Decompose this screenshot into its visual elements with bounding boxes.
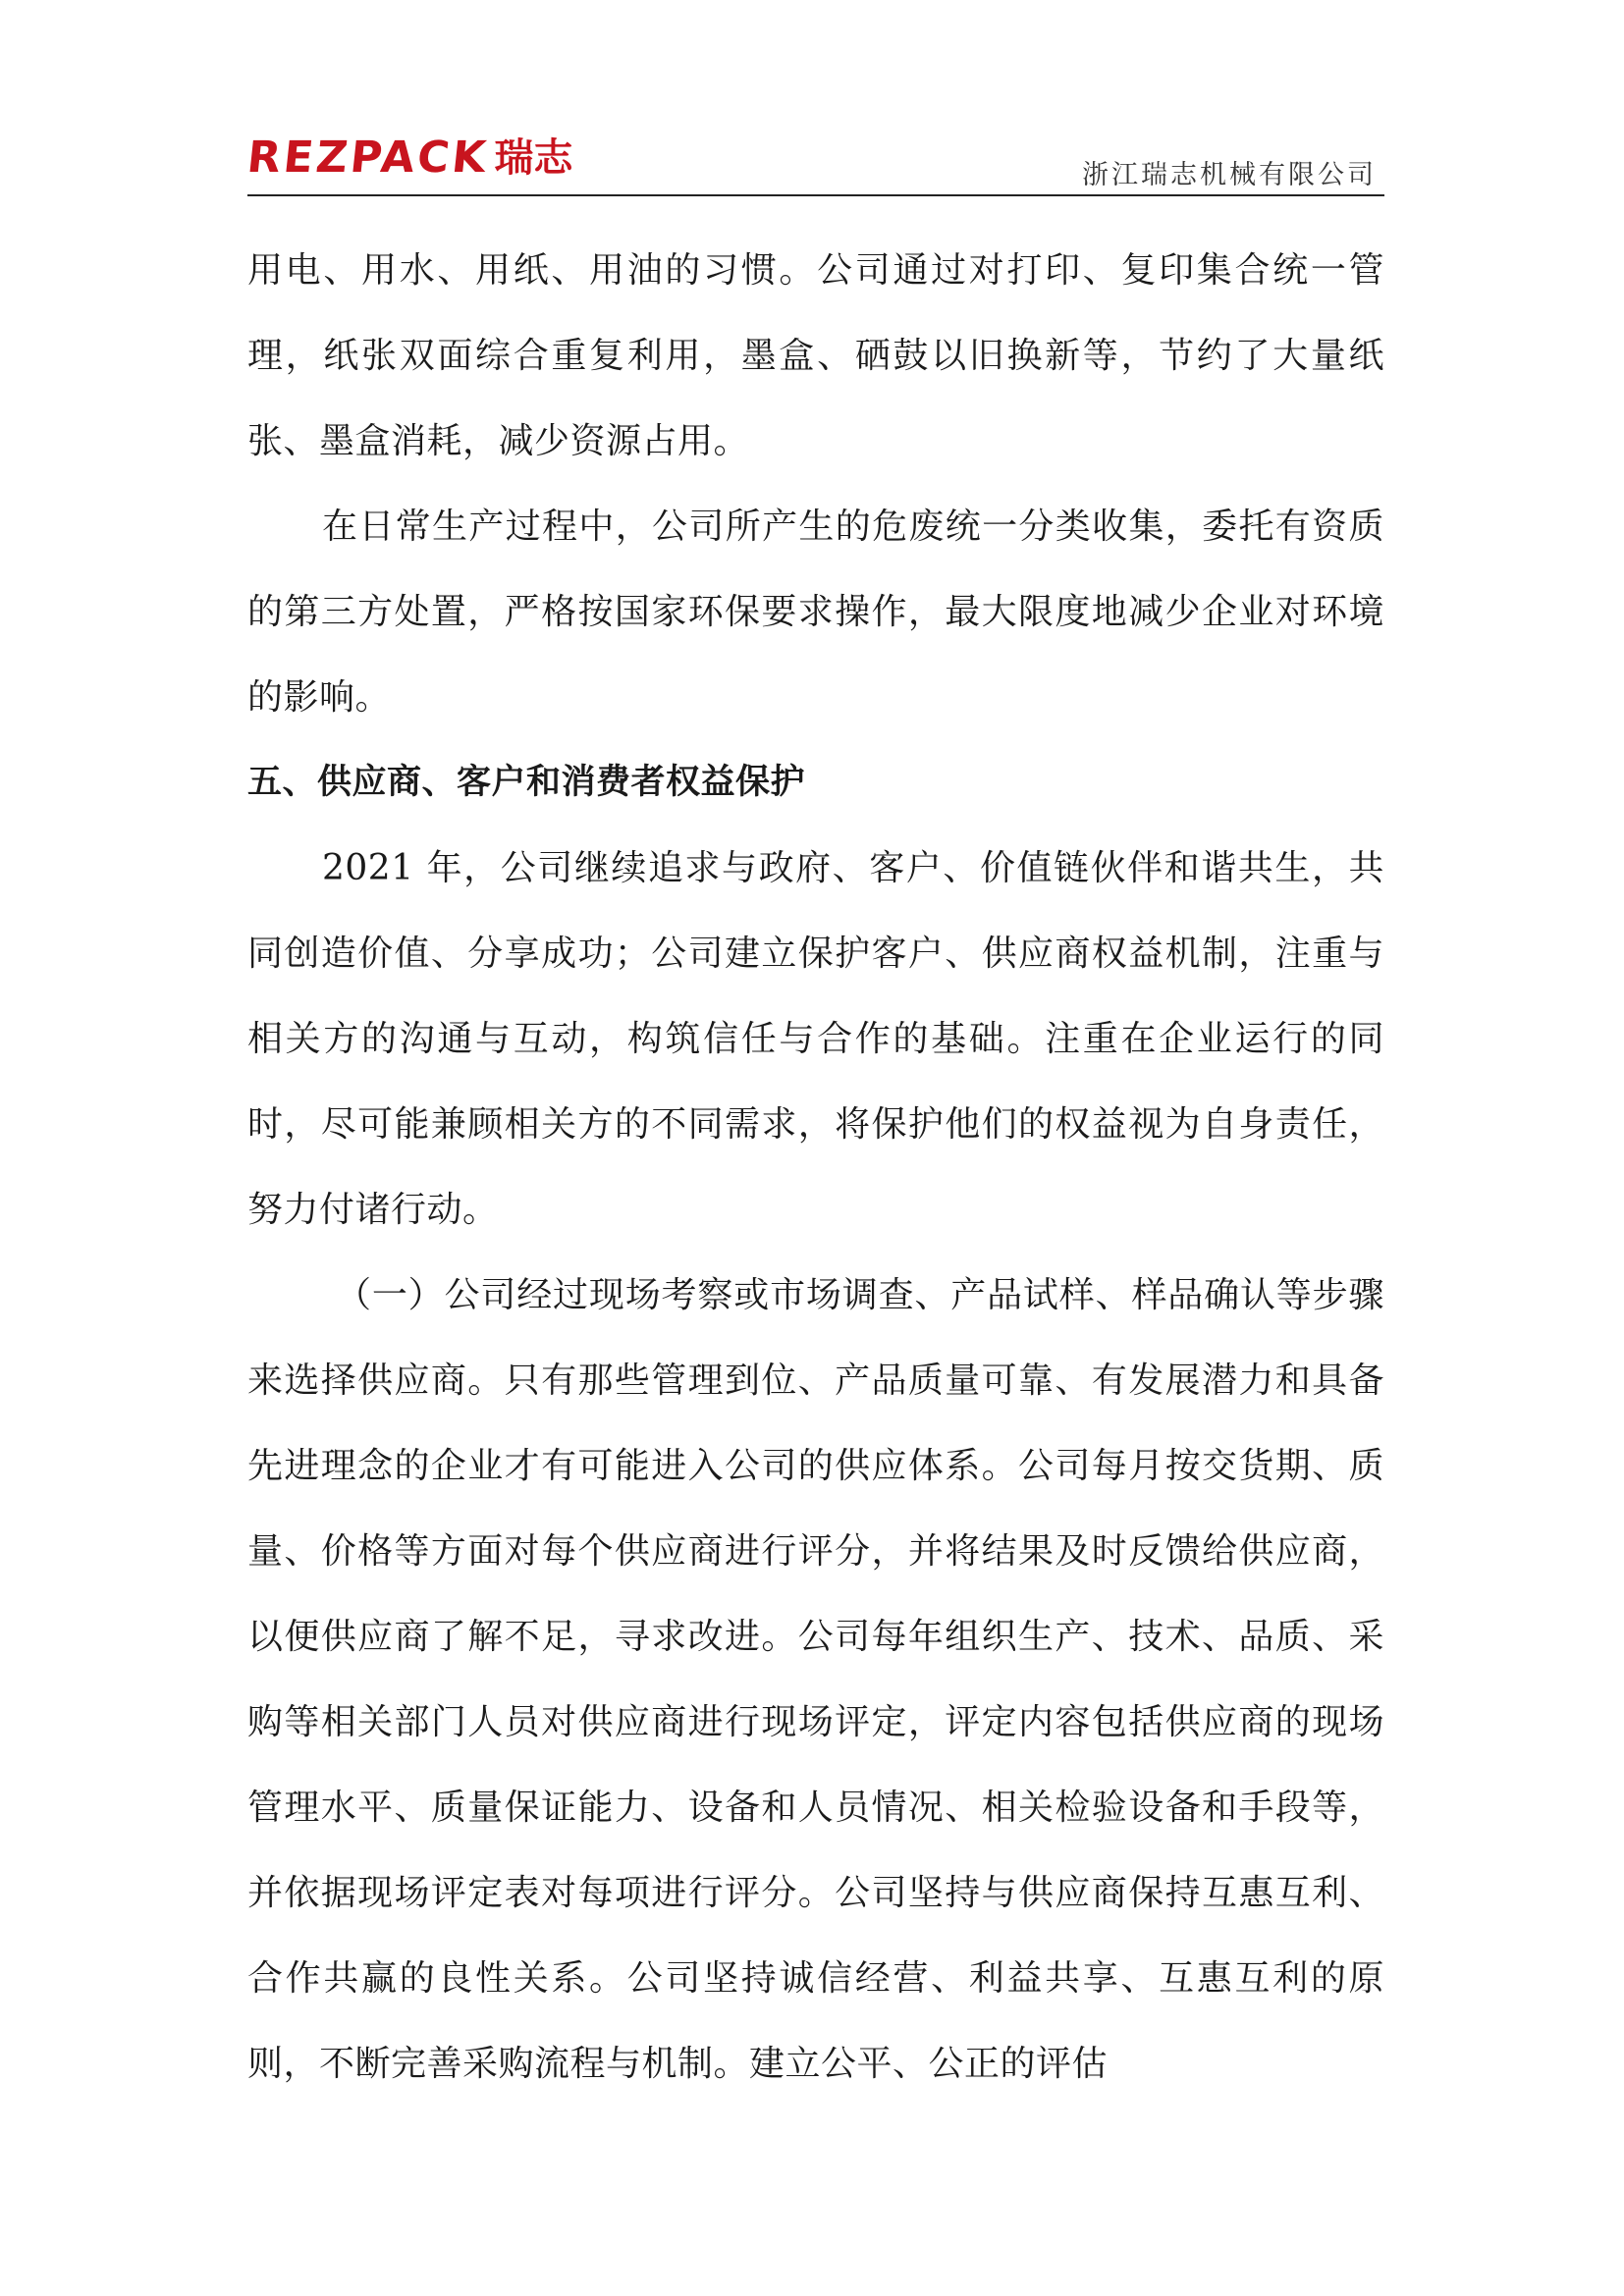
company-name: 浙江瑞志机械有限公司	[1082, 160, 1377, 190]
logo-chinese-name: 瑞志	[494, 135, 573, 181]
document-body	[247, 228, 1384, 2107]
paragraph-stakeholders: 2021 年，公司继续追求与政府、客户、价值链伙伴和谐共生，共同创造价值、分享成功；公司建立保护客户、供应商权益机制，注重与相关方的沟通与互动，构筑信任与合作的基础。注重在企业运行的同时，尽可能兼顾相关方的不同需求，将保护他们的权益视为自身责任，努力付诸行动。	[247, 848, 1384, 1230]
section-heading: 五、供应商、客户和消费者权益保护	[247, 763, 806, 802]
header-divider	[247, 194, 1384, 196]
page-header	[244, 133, 1384, 194]
company-logo	[244, 133, 573, 183]
paragraph-hazardous-waste: 在日常生产过程中，公司所产生的危废统一分类收集，委托有资质的第三方处置，严格按国家环保要求操作，最大限度地减少企业对环境的影响。	[247, 507, 1384, 718]
logo-wordmark: REZPACK	[244, 133, 492, 183]
paragraph-continued: 用电、用水、用纸、用油的习惯。公司通过对打印、复印集合统一管理，纸张双面综合重复利用，墨盒、硒鼓以旧换新等，节约了大量纸张、墨盒消耗，减少资源占用。	[247, 250, 1384, 461]
paragraph-supplier-selection: （一）公司经过现场考察或市场调查、产品试样、样品确认等步骤来选择供应商。只有那些管理到位、产品质量可靠、有发展潜力和具备先进理念的企业才有可能进入公司的供应体系。公司每月按交货期、质量、价格等方面对每个供应商进行评分，并将结果及时反馈给供应商，以便供应商了解不足，寻求改进。公司每年组织生产、技术、品质、采购等相关部门人员对供应商进行现场评定，评定内容包括供应商的现场管理水平、质量保证能力、设备和人员情况、相关检验设备和手段等，并依据现场评定表对每项进行评分。公司坚持与供应商保持互惠互利、合作共赢的良性关系。公司坚持诚信经营、利益共享、互惠互利的原则，不断完善采购流程与机制。建立公平、公正的评估	[247, 1275, 1384, 2084]
